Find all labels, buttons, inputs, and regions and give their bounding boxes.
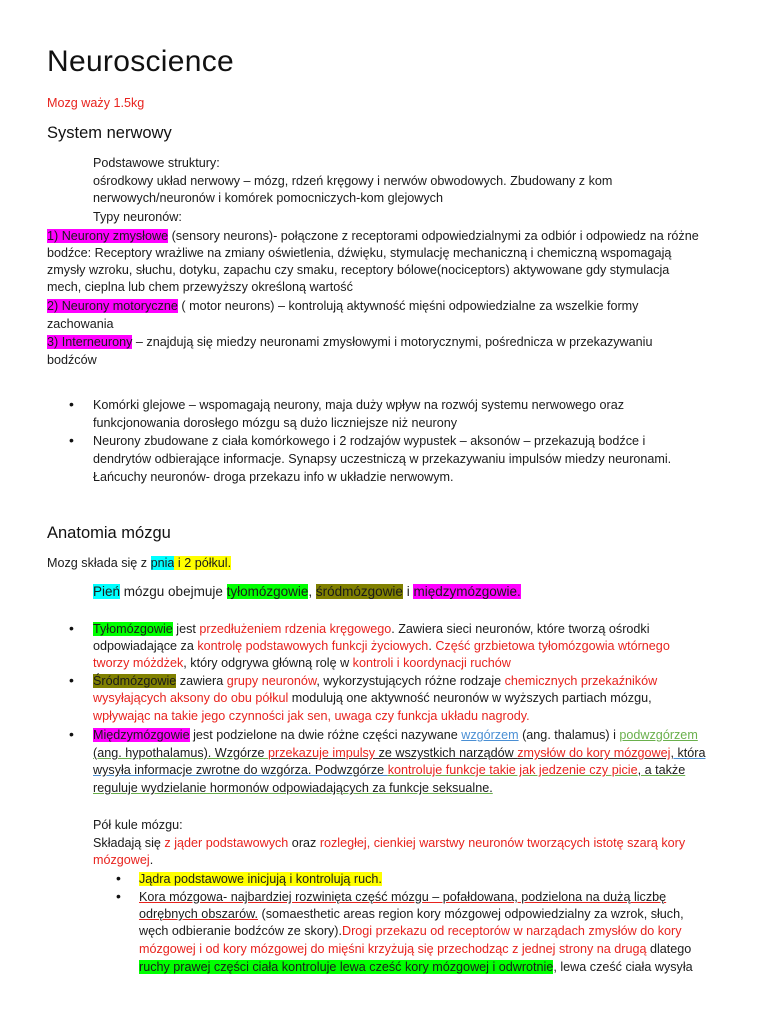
brain-weight-note: Mozg waży 1.5kg xyxy=(47,96,145,110)
sensory-neurons-line-2: bodźce: Receptory wrażliwe na zmiany oświetlenia, dźwięku, stymulację mechaniczną i chemiczną wspomagają xyxy=(47,246,672,260)
bullet-dot-icon: • xyxy=(69,432,74,448)
bullet-dot-icon: • xyxy=(116,870,121,886)
bullet-dot-icon: • xyxy=(69,672,74,688)
structures-label: Podstawowe struktury: xyxy=(93,156,220,170)
neuron-structure-line-3: Łańcuchy neuronów- droga przekazu info w układzie nerwowym. xyxy=(93,470,454,484)
bullet-dot-icon: • xyxy=(69,396,74,412)
midbrain-line-2: wysyłających aksony do obu półkul modulują one aktywność neuronów w wyższych partiach mózgu, xyxy=(93,691,652,705)
glial-line-1: Komórki glejowe – wspomagają neurony, maja duży wpływ na rozwój systemu nerwowego oraz xyxy=(93,398,625,412)
hindbrain-line-3: tworzy móżdżek, który odgrywa główną rolę w kontroli i koordynacji ruchów xyxy=(93,656,511,670)
diencephalon-line-2: (ang. hypothalamus). Wzgórze przekazuje impulsy ze wszystkich narządów zmysłów do kory mózgowej, która xyxy=(93,746,706,760)
glial-line-2: funkcjonowania dorosłego mózgu są dużo liczniejsze niż neurony xyxy=(93,416,458,430)
hemispheres-line-2: mózgowej. xyxy=(93,853,154,867)
hemispheres-line-1: Składają się z jąder podstawowych oraz rozległej, cienkiej warstwy neuronów tworzących istotę szarą kory xyxy=(93,836,686,850)
section-heading-nervous-system: System nerwowy xyxy=(47,124,172,142)
structures-line-1: ośrodkowy układ nerwowy – mózg, rdzeń kręgowy i nerwów obwodowych. Zbudowany z kom xyxy=(93,174,613,188)
neuron-structure-line-2: dendrytów odbierające informacje. Synapsy uczestniczą w przekazywaniu impulsów miedzy neuronami. xyxy=(93,452,672,466)
structures-line-2: nerwowych/neuronów i komórek pomocniczych-kom glejowych xyxy=(93,191,443,205)
motor-neurons-line-1: 2) Neurony motoryczne ( motor neurons) – kontrolują aktywność mięśni odpowiedzialne za wszelkie formy xyxy=(47,299,639,313)
cortex-line-4: mózgowej i od kory mózgowej do mięśni krzyżują się przechodząc z jednej strony na drugą dlatego xyxy=(139,942,692,956)
basal-ganglia-note: Jądra podstawowe inicjują i kontrolują ruch. xyxy=(139,872,382,886)
interneurons-line-2: bodźców xyxy=(47,353,97,367)
neuron-structure-line-1: Neurony zbudowane z ciała komórkowego i 2 rodzajów wypustek – aksonów – przekazują bodźce i xyxy=(93,434,646,448)
hemispheres-label: Pół kule mózgu: xyxy=(93,818,183,832)
diencephalon-line-3: wysyła informacje zwrotne do wzgórza. Podwzgórze kontroluje funkcje takie jak jedzenie czy picie, a także xyxy=(93,763,686,777)
brain-composition: Mozg składa się z pnia i 2 półkul. xyxy=(47,556,232,570)
page-title: Neuroscience xyxy=(47,45,235,78)
cortex-line-5: ruchy prawej części ciała kontroluje lewa cześć kory mózgowej i odwrotnie, lewa cześć ciała wysyła xyxy=(139,960,693,974)
cortex-line-1: Kora mózgowa- najbardziej rozwinięta część mózgu – pofałdowana, podzielona na dużą liczbę xyxy=(139,890,667,904)
cortex-line-3: węch odbieranie bodźców ze skory).Drogi przekazu od receptorów w narządach zmysłów do kory xyxy=(139,924,682,938)
hindbrain-line-2: odpowiadające za kontrolę podstawowych funkcji życiowych. Część grzbietowa tyłomózgowia wtórnego xyxy=(93,639,670,653)
brainstem-parts: Pień mózgu obejmuje tyłomózgowie, śródmózgowie i międzymózgowie. xyxy=(93,584,521,599)
diencephalon-line-4: reguluje wydzielanie hormonów odpowiadających za funkcje seksualne. xyxy=(93,781,493,795)
sensory-neurons-line-1: 1) Neurony zmysłowe (sensory neurons)- połączone z receptorami odpowiedzialnymi za odbiór i odpowiedz na różne xyxy=(47,229,699,243)
cortex-line-2: odrębnych obszarów. (somaesthetic areas region kory mózgowej odpowiedzialny za wzrok, słuch, xyxy=(139,907,684,921)
bullet-dot-icon: • xyxy=(69,620,74,636)
interneurons-line-1: 3) Interneurony – znajdują się miedzy neuronami zmysłowymi i motorycznymi, pośrednicza w przekazywaniu xyxy=(47,335,653,349)
sensory-neurons-line-3: zmysły wzroku, słuchu, dotyku, zapachu czy smaku, receptory bólowe(nociceptors) aktywowane gdy stymulacja xyxy=(47,263,670,277)
motor-neurons-line-2: zachowania xyxy=(47,317,114,331)
midbrain-line-1: Śródmózgowie zawiera grupy neuronów, wykorzystujących różne rodzaje chemicznych przekaźników xyxy=(93,674,658,688)
section-heading-brain-anatomy: Anatomia mózgu xyxy=(47,524,171,542)
bullet-dot-icon: • xyxy=(69,726,74,742)
bullet-dot-icon: • xyxy=(116,888,121,904)
hindbrain-line-1: Tyłomózgowie jest przedłużeniem rdzenia kręgowego. Zawiera sieci neuronów, które tworzą ośrodki xyxy=(93,622,650,636)
diencephalon-line-1: Międzymózgowie jest podzielone na dwie różne części nazywane wzgórzem (ang. thalamus) i podwzgórzem xyxy=(93,728,698,742)
midbrain-line-3: wpływając na takie jego czynności jak sen, uwaga czy funkcja układu nagrody. xyxy=(93,709,530,723)
sensory-neurons-line-4: mech, cieplna lub chem przewyższy określoną wartość xyxy=(47,280,353,294)
neuron-types-label: Typy neuronów: xyxy=(93,210,182,224)
